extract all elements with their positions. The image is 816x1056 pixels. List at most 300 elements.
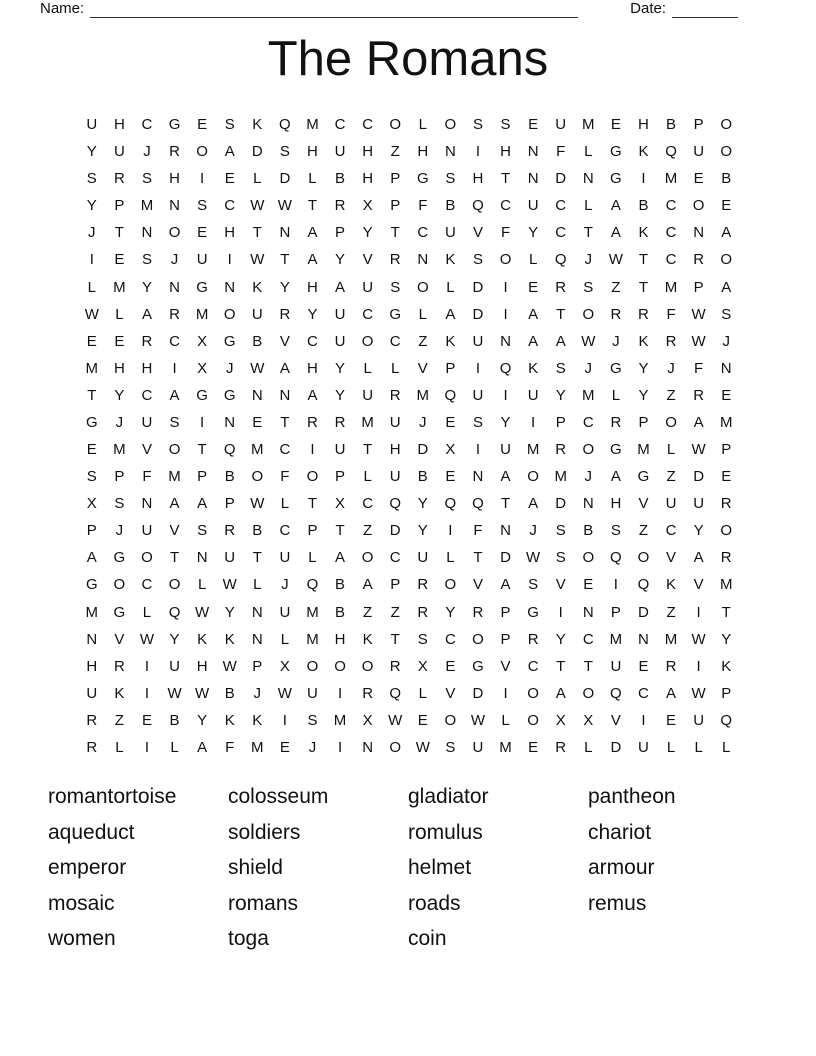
grid-letter: K	[721, 657, 732, 675]
grid-letter: X	[445, 441, 456, 459]
grid-letter: O	[499, 251, 512, 269]
grid-letter: T	[390, 630, 400, 648]
grid-letter: U	[610, 657, 622, 675]
grid-letter: Y	[362, 224, 373, 242]
grid-letter: T	[169, 549, 180, 567]
grid-letter: Q	[720, 711, 733, 729]
grid-letter: O	[444, 711, 457, 729]
grid-letter: V	[693, 576, 704, 594]
grid-letter: N	[500, 332, 511, 350]
grid-letter: C	[169, 332, 180, 350]
grid-letter: G	[223, 332, 236, 350]
grid-letter: Y	[445, 603, 456, 621]
grid-letter: Y	[721, 630, 732, 648]
grid-letter: T	[363, 441, 373, 459]
grid-letter: A	[362, 576, 373, 594]
grid-letter: V	[555, 576, 566, 594]
grid-letter: C	[362, 495, 374, 513]
grid-letter: C	[527, 657, 539, 675]
grid-letter: F	[225, 738, 235, 756]
grid-letter: G	[527, 603, 539, 621]
grid-letter: G	[223, 386, 236, 404]
grid-letter: T	[280, 251, 290, 269]
grid-letter: A	[555, 684, 566, 702]
grid-letter: J	[529, 522, 537, 540]
grid-letter: H	[638, 116, 649, 134]
grid-letter: A	[307, 224, 318, 242]
grid-letter: N	[169, 278, 180, 296]
grid-letter: B	[252, 522, 263, 540]
header	[40, 0, 738, 18]
grid-letter: U	[334, 305, 346, 323]
grid-letter: U	[472, 332, 484, 350]
grid-letter: O	[389, 116, 402, 134]
grid-letter: K	[445, 251, 456, 269]
grid-letter: S	[169, 413, 180, 431]
grid-letter: O	[720, 251, 733, 269]
grid-letter: I	[558, 603, 563, 621]
grid-letter: T	[197, 441, 207, 459]
grid-letter: Y	[307, 305, 318, 323]
grid-letter: L	[446, 278, 455, 296]
grid-letter: U	[665, 495, 677, 513]
grid-letter: L	[363, 359, 372, 377]
grid-letter: J	[584, 468, 593, 486]
grid-letter: E	[638, 657, 649, 675]
grid-letter: S	[555, 522, 566, 540]
grid-letter: C	[362, 305, 374, 323]
grid-letter: U	[555, 116, 567, 134]
grid-letter: E	[693, 170, 704, 188]
grid-letter: O	[527, 711, 539, 729]
grid-letter: O	[527, 468, 539, 486]
grid-letter: S	[445, 738, 456, 756]
grid-letter: H	[307, 359, 318, 377]
grid-letter: W	[691, 630, 706, 648]
grid-letter: F	[500, 224, 511, 242]
grid-letter: D	[555, 170, 567, 188]
grid-letter: I	[172, 359, 177, 377]
grid-letter: I	[144, 738, 150, 756]
grid-letter: P	[610, 603, 621, 621]
grid-letter: T	[556, 305, 566, 323]
grid-letter: M	[582, 116, 595, 134]
grid-letter: K	[445, 332, 456, 350]
grid-letter: L	[584, 197, 593, 215]
grid-letter: Z	[666, 468, 676, 486]
grid-letter: N	[224, 413, 236, 431]
grid-letter: B	[169, 711, 180, 729]
grid-letter: Q	[637, 576, 650, 594]
grid-letter: N	[444, 143, 456, 161]
word-item: emperor	[48, 856, 127, 880]
grid-letter: B	[252, 332, 263, 350]
grid-letter: P	[114, 468, 125, 486]
grid-letter: N	[169, 197, 180, 215]
grid-letter: H	[500, 143, 511, 161]
grid-letter: S	[114, 495, 125, 513]
grid-letter: N	[251, 630, 263, 648]
grid-letter: N	[279, 224, 291, 242]
grid-letter: M	[637, 441, 650, 459]
grid-letter: Q	[610, 684, 622, 702]
grid-letter: U	[224, 549, 236, 567]
grid-letter: S	[555, 359, 566, 377]
grid-letter: I	[696, 657, 701, 675]
grid-letter: R	[720, 495, 732, 513]
grid-letter: O	[665, 413, 677, 431]
grid-letter: O	[361, 549, 374, 567]
grid-letter: L	[142, 603, 152, 621]
grid-letter: C	[279, 522, 291, 540]
grid-letter: P	[693, 278, 704, 296]
grid-letter: C	[638, 684, 649, 702]
grid-letter: U	[417, 549, 429, 567]
word-item: romans	[228, 891, 299, 915]
name-blank-line	[90, 1, 578, 18]
grid-letter: R	[555, 278, 567, 296]
grid-letter: S	[197, 197, 208, 215]
grid-letter: C	[665, 522, 677, 540]
grid-letter: D	[472, 278, 484, 296]
grid-letter: N	[417, 251, 429, 269]
grid-letter: M	[251, 738, 264, 756]
grid-letter: V	[666, 549, 677, 567]
grid-letter: Q	[444, 386, 457, 404]
grid-letter: U	[472, 386, 484, 404]
grid-letter: N	[141, 224, 153, 242]
grid-letter: A	[86, 549, 97, 567]
grid-letter: M	[609, 630, 623, 648]
grid-letter: O	[113, 576, 126, 594]
grid-letter: V	[472, 576, 483, 594]
word-item: romantortoise	[48, 785, 177, 808]
grid-letter: D	[555, 495, 567, 513]
grid-letter: K	[224, 630, 235, 648]
grid-letter: D	[417, 441, 429, 459]
grid-letter: M	[333, 711, 347, 729]
grid-letter: A	[335, 278, 346, 296]
grid-letter: F	[142, 468, 152, 486]
grid-letter: S	[197, 522, 208, 540]
grid-letter: K	[252, 116, 263, 134]
grid-letter: T	[556, 657, 566, 675]
grid-letter: Z	[638, 522, 649, 540]
grid-letter: X	[362, 197, 373, 215]
grid-letter: A	[307, 251, 318, 269]
grid-letter: S	[86, 170, 97, 188]
grid-letter: U	[638, 738, 649, 756]
grid-letter: O	[306, 468, 319, 486]
grid-letter: O	[141, 549, 153, 567]
grid-letter: I	[696, 603, 701, 621]
grid-letter: L	[446, 549, 455, 567]
grid-letter: P	[335, 468, 346, 486]
grid-letter: U	[169, 657, 180, 675]
word-item: coin	[408, 927, 447, 951]
grid-letter: U	[141, 413, 153, 431]
word-item: romulus	[408, 820, 483, 844]
grid-letter: L	[722, 738, 731, 756]
grid-letter: M	[526, 441, 540, 459]
grid-letter: G	[610, 441, 622, 459]
grid-letter: J	[115, 522, 124, 540]
grid-letter: R	[693, 386, 705, 404]
grid-letter: H	[472, 170, 484, 188]
grid-letter: A	[528, 495, 539, 513]
grid-letter: K	[666, 576, 677, 594]
grid-letter: O	[444, 576, 457, 594]
grid-letter: E	[666, 711, 677, 729]
grid-letter: T	[638, 251, 649, 269]
date-label: Date:	[630, 0, 666, 17]
grid-letter: H	[417, 143, 429, 161]
grid-letter: N	[582, 170, 594, 188]
name-label: Name:	[40, 0, 85, 17]
grid-letter: T	[307, 197, 318, 215]
grid-letter: W	[250, 197, 265, 215]
grid-letter: E	[721, 386, 732, 404]
grid-letter: R	[169, 305, 180, 323]
grid-letter: S	[417, 630, 428, 648]
grid-letter: F	[473, 522, 483, 540]
grid-letter: I	[641, 711, 646, 729]
grid-letter: I	[337, 738, 343, 756]
grid-letter: O	[582, 441, 595, 459]
grid-letter: Z	[390, 143, 400, 161]
grid-letter: E	[721, 468, 732, 486]
grid-letter: K	[252, 278, 263, 296]
grid-letter: R	[693, 251, 705, 269]
grid-letter: Y	[555, 386, 566, 404]
grid-letter: L	[391, 359, 400, 377]
grid-letter: Y	[417, 522, 428, 540]
grid-letter: O	[582, 549, 595, 567]
grid-letter: I	[144, 684, 150, 702]
word-item: roads	[408, 891, 461, 915]
word-list-column	[408, 779, 588, 957]
grid-letter: J	[115, 413, 124, 431]
grid-letter: L	[253, 576, 262, 594]
grid-letter: S	[528, 576, 539, 594]
grid-letter: R	[417, 576, 429, 594]
grid-letter: M	[85, 603, 99, 621]
grid-letter: U	[472, 738, 484, 756]
grid-letter: O	[692, 197, 705, 215]
grid-letter: N	[500, 522, 511, 540]
grid-letter: P	[114, 197, 125, 215]
grid-letter: R	[417, 603, 429, 621]
grid-letter: L	[197, 576, 207, 594]
grid-letter: E	[528, 738, 539, 756]
grid-letter: F	[280, 468, 290, 486]
grid-letter: B	[335, 170, 346, 188]
grid-letter: I	[531, 413, 536, 431]
grid-letter: U	[527, 197, 539, 215]
grid-letter: G	[113, 603, 126, 621]
grid-letter: U	[334, 441, 346, 459]
grid-letter: H	[334, 630, 346, 648]
grid-letter: R	[720, 549, 732, 567]
grid-letter: E	[141, 711, 152, 729]
grid-letter: O	[168, 441, 181, 459]
grid-letter: L	[501, 711, 510, 729]
grid-letter: A	[224, 143, 235, 161]
grid-letter: U	[196, 251, 208, 269]
grid-letter: W	[277, 197, 292, 215]
grid-letter: T	[583, 224, 593, 242]
grid-letter: W	[167, 684, 182, 702]
grid-letter: W	[608, 251, 623, 269]
grid-letter: K	[638, 143, 649, 161]
grid-letter: G	[637, 468, 650, 486]
grid-letter: U	[251, 305, 263, 323]
grid-letter: O	[720, 143, 733, 161]
grid-letter: U	[362, 386, 374, 404]
grid-letter: E	[86, 332, 97, 350]
grid-letter: V	[169, 522, 180, 540]
word-search-grid	[78, 111, 740, 761]
grid-letter: O	[306, 657, 319, 675]
grid-letter: K	[638, 224, 649, 242]
grid-letter: W	[470, 711, 486, 729]
grid-letter: R	[527, 630, 539, 648]
grid-letter: C	[582, 630, 594, 648]
grid-letter: X	[555, 711, 566, 729]
grid-letter: Q	[223, 441, 236, 459]
grid-letter: L	[528, 251, 538, 269]
grid-letter: M	[251, 441, 264, 459]
grid-letter: U	[389, 468, 401, 486]
grid-letter: K	[114, 684, 125, 702]
grid-letter: A	[528, 332, 539, 350]
grid-letter: M	[664, 170, 678, 188]
grid-letter: G	[168, 116, 181, 134]
grid-letter: W	[415, 738, 430, 756]
grid-letter: T	[280, 413, 290, 431]
grid-letter: X	[279, 657, 290, 675]
grid-letter: S	[279, 143, 290, 161]
grid-letter: Z	[363, 522, 373, 540]
grid-letter: V	[362, 251, 373, 269]
grid-letter: L	[115, 738, 124, 756]
grid-letter: Q	[472, 495, 484, 513]
grid-letter: A	[335, 549, 346, 567]
grid-letter: W	[195, 684, 210, 702]
grid-letter: C	[141, 576, 153, 594]
grid-letter: D	[472, 684, 484, 702]
grid-letter: L	[308, 549, 317, 567]
grid-letter: Q	[472, 197, 484, 215]
grid-letter: X	[417, 657, 428, 675]
grid-letter: R	[638, 305, 649, 323]
grid-letter: L	[694, 738, 703, 756]
grid-letter: U	[334, 143, 346, 161]
grid-letter: F	[666, 305, 676, 323]
grid-letter: N	[196, 549, 208, 567]
grid-letter: M	[85, 359, 99, 377]
grid-letter: D	[693, 468, 705, 486]
word-item: chariot	[588, 820, 652, 844]
grid-letter: M	[554, 468, 567, 486]
grid-letter: R	[389, 657, 401, 675]
grid-letter: O	[720, 116, 733, 134]
grid-letter: Z	[666, 386, 676, 404]
grid-letter: J	[584, 251, 593, 269]
grid-letter: J	[308, 738, 317, 756]
grid-letter: Z	[611, 278, 621, 296]
grid-letter: R	[113, 657, 125, 675]
grid-letter: S	[445, 170, 456, 188]
grid-letter: I	[475, 359, 481, 377]
grid-letter: B	[224, 468, 235, 486]
grid-letter: I	[200, 170, 205, 188]
grid-letter: A	[500, 468, 511, 486]
grid-letter: H	[610, 495, 622, 513]
grid-letter: I	[503, 278, 508, 296]
grid-letter: N	[720, 359, 732, 377]
grid-letter: A	[197, 495, 208, 513]
grid-letter: U	[444, 224, 456, 242]
grid-letter: P	[555, 413, 566, 431]
grid-letter: Y	[638, 386, 649, 404]
grid-letter: H	[389, 441, 401, 459]
word-item: remus	[588, 891, 647, 915]
grid-letter: J	[88, 224, 96, 242]
grid-letter: O	[527, 684, 539, 702]
grid-letter: N	[141, 495, 153, 513]
grid-letter: C	[279, 441, 291, 459]
grid-letter: U	[693, 143, 705, 161]
grid-letter: R	[86, 711, 98, 729]
grid-letter: S	[307, 711, 318, 729]
grid-letter: T	[307, 495, 318, 513]
grid-letter: C	[665, 197, 677, 215]
grid-letter: X	[86, 495, 97, 513]
grid-letter: G	[389, 305, 402, 323]
grid-letter: V	[445, 684, 456, 702]
grid-letter: J	[722, 332, 730, 350]
grid-letter: W	[691, 684, 706, 702]
grid-letter: I	[641, 170, 646, 188]
grid-letter: P	[252, 657, 263, 675]
grid-letter: G	[472, 657, 484, 675]
grid-letter: R	[389, 386, 401, 404]
grid-letter: R	[86, 738, 98, 756]
grid-letter: O	[361, 332, 374, 350]
grid-letter: P	[721, 684, 732, 702]
grid-letter: V	[610, 711, 621, 729]
grid-letter: M	[113, 278, 126, 296]
grid-letter: V	[279, 332, 290, 350]
grid-letter: P	[390, 170, 401, 188]
grid-letter: E	[197, 224, 208, 242]
grid-letter: L	[418, 305, 427, 323]
grid-letter: O	[196, 143, 208, 161]
grid-letter: R	[555, 441, 567, 459]
grid-letter: P	[224, 495, 235, 513]
grid-letter: M	[195, 305, 209, 323]
grid-letter: U	[86, 116, 98, 134]
grid-letter: T	[721, 603, 731, 621]
grid-letter: Q	[444, 495, 457, 513]
grid-letter: Y	[417, 495, 428, 513]
grid-letter: D	[500, 549, 511, 567]
word-item: mosaic	[48, 891, 115, 915]
grid-letter: A	[169, 495, 180, 513]
grid-letter: H	[113, 359, 125, 377]
grid-letter: Q	[499, 359, 512, 377]
